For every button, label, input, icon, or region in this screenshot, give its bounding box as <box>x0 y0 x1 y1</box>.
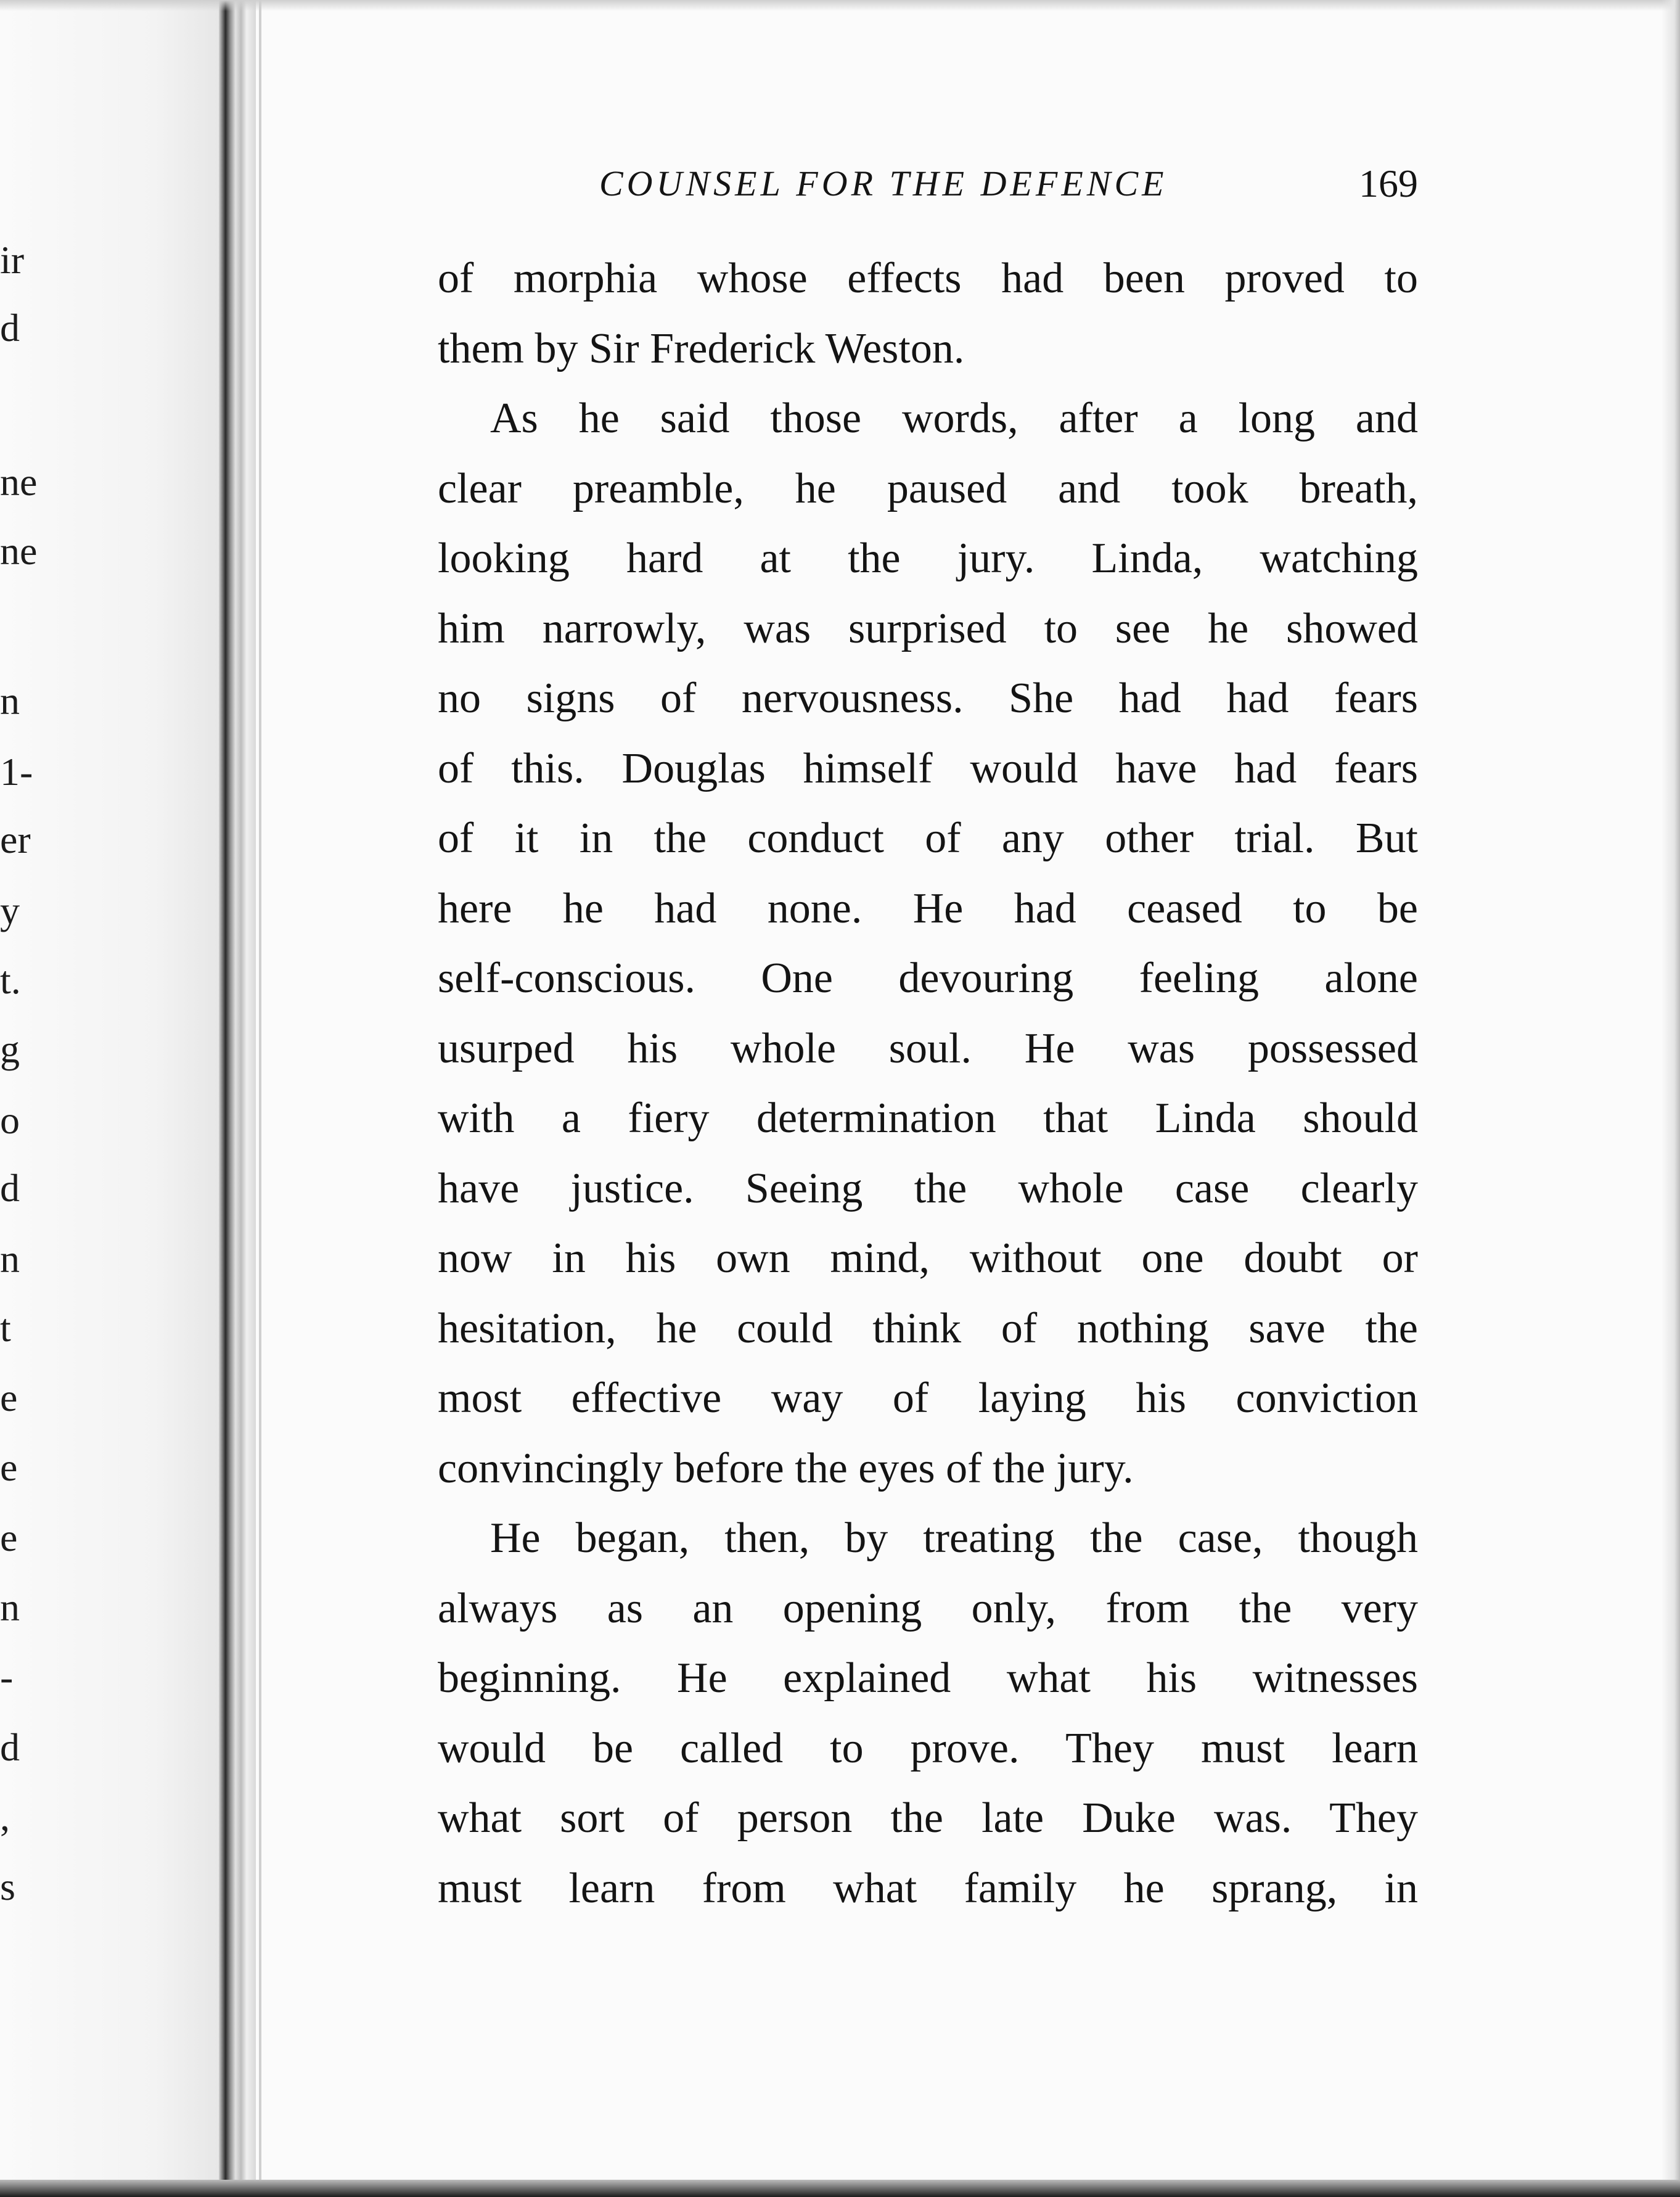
left-fragment: d <box>0 306 20 350</box>
left-fragment: t <box>0 1306 11 1350</box>
left-fragment: e <box>0 1376 18 1419</box>
left-fragment: 1- <box>0 750 33 794</box>
body-line: what sort of person the late Duke was. They <box>438 1794 1418 1842</box>
bottom-page-edge <box>0 2180 1680 2197</box>
left-fragment: t. <box>0 958 21 1002</box>
book-gutter <box>219 0 256 2197</box>
gutter-edge <box>259 0 261 2197</box>
body-line: looking hard at the jury. Linda, watching <box>438 535 1418 582</box>
left-fragment: e <box>0 1516 18 1559</box>
left-fragment: , <box>0 1795 10 1839</box>
body-line: He began, then, by treating the case, though <box>490 1514 1418 1562</box>
left-fragment: er <box>0 818 31 861</box>
body-line: self-conscious. One devouring feeling alone <box>438 955 1418 1002</box>
left-fragment: ne <box>0 460 38 504</box>
left-fragment: d <box>0 1166 20 1210</box>
body-line: As he said those words, after a long and <box>490 395 1418 442</box>
body-line: most effective way of laying his conviction <box>438 1374 1418 1422</box>
left-fragment: e <box>0 1445 18 1489</box>
body-line: of this. Douglas himself would have had fears <box>438 744 1418 792</box>
running-head-title: COUNSEL FOR THE DEFENCE <box>599 163 1168 203</box>
body-line: always as an opening only, from the very <box>438 1584 1418 1632</box>
body-line: with a fiery determination that Linda should <box>438 1094 1418 1142</box>
body-line: clear preamble, he paused and took breath, <box>438 464 1418 512</box>
running-head <box>438 159 1418 208</box>
page-number: 169 <box>1359 162 1418 205</box>
body-line: him narrowly, was surprised to see he showed <box>438 604 1418 652</box>
left-fragment: n <box>0 1585 20 1629</box>
body-line: of it in the conduct of any other trial. But <box>438 815 1418 862</box>
left-fragment: d <box>0 1725 20 1769</box>
body-line: them by Sir Frederick Weston. <box>438 324 965 372</box>
body-line: would be called to prove. They must learn <box>438 1724 1418 1772</box>
left-fragment: n <box>0 679 20 723</box>
body-line: no signs of nervousness. She had had fears <box>438 675 1418 722</box>
page-body <box>438 244 1418 1923</box>
left-fragment: ir <box>0 238 25 282</box>
body-line: now in his own mind, without one doubt or <box>438 1234 1418 1282</box>
left-fragment: n <box>0 1237 20 1281</box>
body-line: beginning. He explained what his witnesses <box>438 1654 1418 1702</box>
left-facing-page <box>0 0 222 2197</box>
left-fragment: o <box>0 1098 20 1142</box>
body-line: here he had none. He had ceased to be <box>438 884 1418 932</box>
left-fragment: s <box>0 1865 15 1908</box>
body-line: convincingly before the eyes of the jury. <box>438 1444 1134 1492</box>
body-line: must learn from what family he sprang, in <box>438 1864 1418 1912</box>
left-fragment: y <box>0 889 20 932</box>
right-page-edge <box>1662 0 1680 2197</box>
left-fragment: - <box>0 1655 14 1699</box>
body-line: hesitation, he could think of nothing save the <box>438 1304 1418 1352</box>
body-line: usurped his whole soul. He was possessed <box>438 1024 1418 1072</box>
body-line: have justice. Seeing the whole case clearly <box>438 1164 1418 1212</box>
left-fragment: ne <box>0 529 38 573</box>
left-fragment: g <box>0 1027 20 1071</box>
body-line: of morphia whose effects had been proved to <box>438 255 1418 302</box>
top-shadow <box>0 0 1680 11</box>
